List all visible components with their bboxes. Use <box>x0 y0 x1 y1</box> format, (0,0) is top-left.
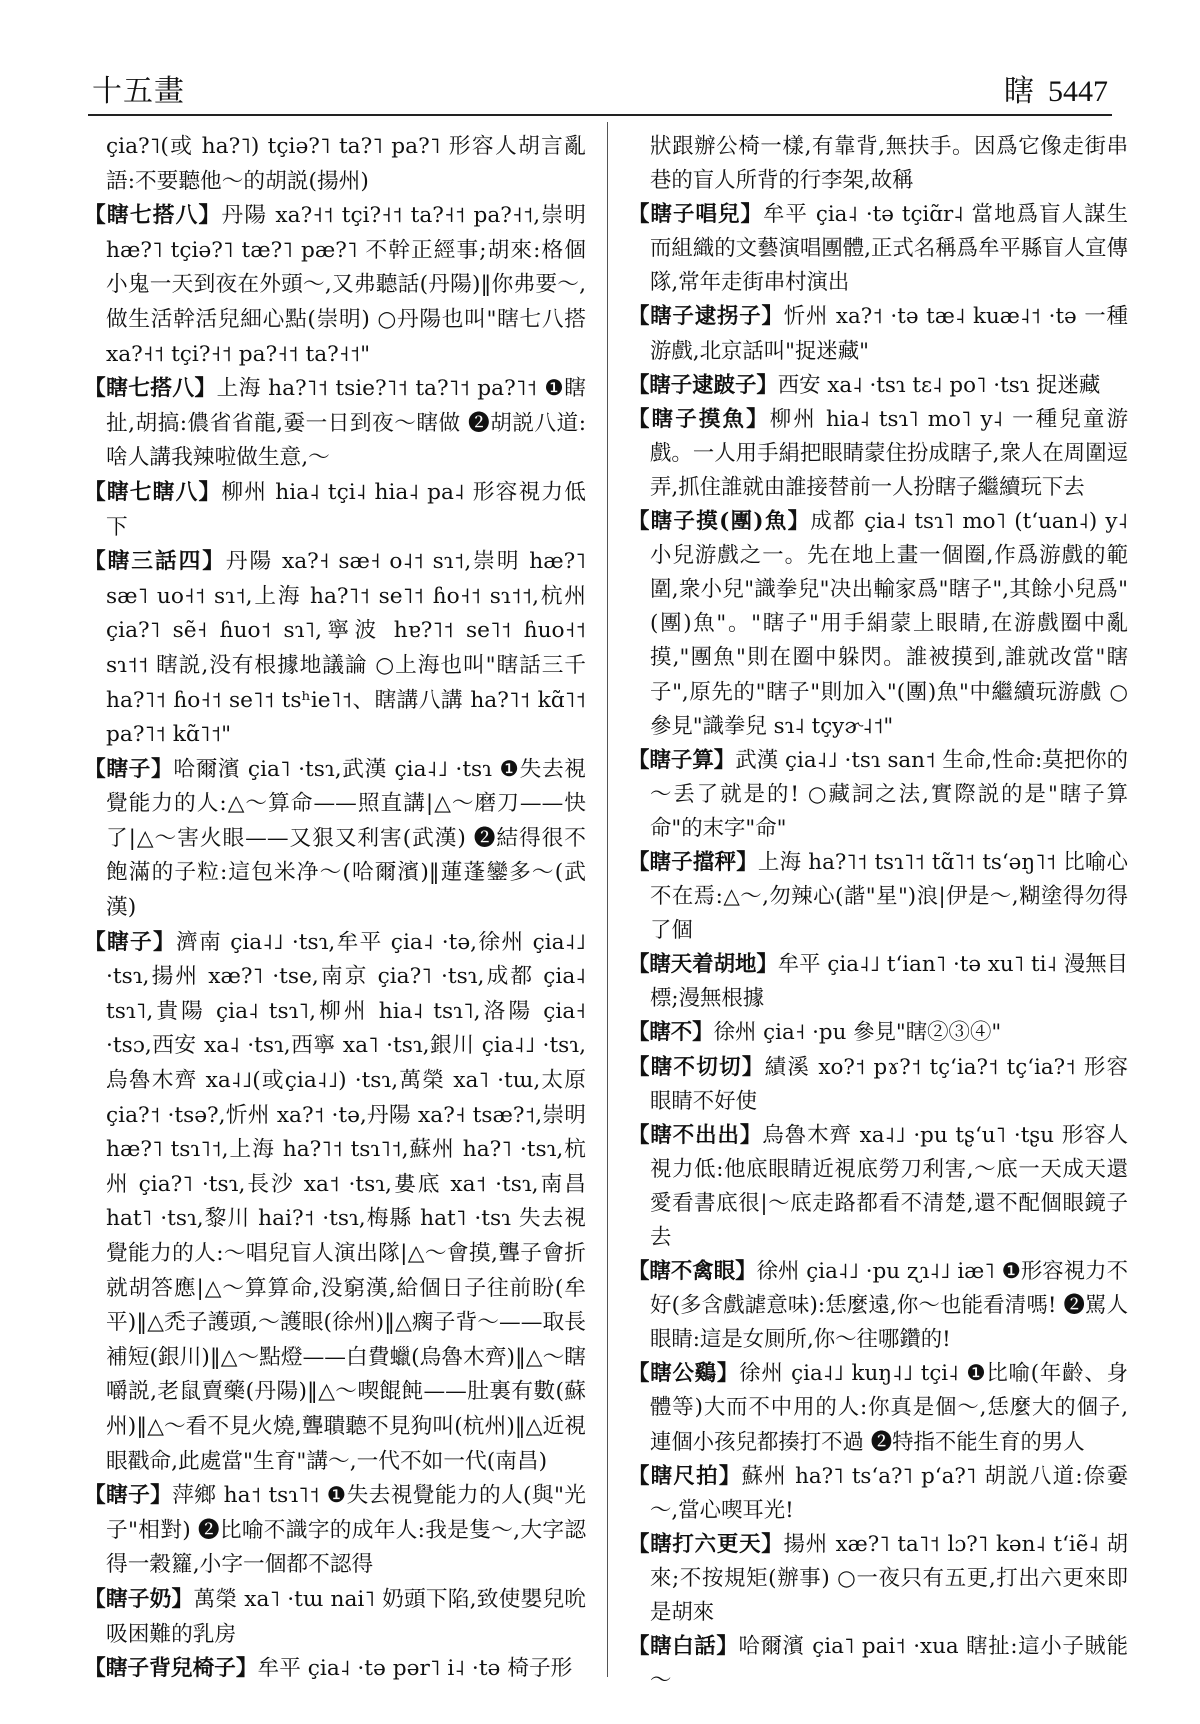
dictionary-entry: 【瞎子】濟南 çia˨˩ ·tsɿ,牟平 çia˨ ·tə,徐州 çia˨˩ ·tsɿ,揚州 xæ?˥ ·tse,南京 çia?˥ ·tsɿ,成都 çia˨ tsɿ˥,貴陽 çia˨ tsɿ˥,柳州 hia˨ tsɿ˥,洛陽 çia˧ ·tsɔ,西安 xa˨ ·tsɿ,西寧 xa˥ ·tsɿ,銀川 çia˨˩ ·tsɿ,烏魯木齊 xa˨˩(或çia˨˩) ·tsɿ,萬榮 xa˥ ·tɯ,太原 çia?˦ ·tsə?,忻州 xa?˦ ·tə,丹陽 xa?˧ tsæ?˦,崇明 hæ?˥ tsɿ˥˦,上海 ha?˥˦ tsɿ˥˦,蘇州 ha?˥ ·tsɿ,杭州 çia?˥ ·tsɿ,長沙 xa˦ ·tsɿ,婁底 xa˦ ·tsɿ,南昌 hat˥ ·tsɿ,黎川 hai?˦ ·tsɿ,梅縣 hat˥ ·tsɿ 失去視覺能力的人:～唱兒盲人演出隊|△～會摸,聾子會折就胡答應|△～算算命,没窮漢,給個日子往前盼(牟平)‖△禿子護頭,～護眼(徐州)‖△瘸子背～——取長補短(銀川)‖△～點燈——白費蠟(烏魯木齊)‖△～瞎嚼説,老鼠賣藥(丹陽)‖△～喫餛飩——肚裏有數(蘇州)‖△～看不見火燒,聾聵聽不見狗叫(杭州)‖△近視眼戳命,此處當"生育"講～,一代不如一代(南昌) <box>84 929 586 1474</box>
section-label: 十五畫 <box>92 74 185 109</box>
entry-headword: 【瞎七搭八】 <box>84 376 217 402</box>
dictionary-entry: 【瞎七搭八】上海 ha?˥˦ tsie?˥˦ ta?˥˦ pa?˥˦ ❶瞎扯,胡搞:儂省省龍,嫑一日到夜～瞎做 ❷胡説八道:啥人講我辣啦做生意,～ <box>84 376 586 471</box>
dictionary-entry: 【瞎子逮跛子】西安 xa˨ ·tsɿ tɛ˨ po˥ ·tsɿ 捉迷藏 <box>628 372 1101 398</box>
entry-headword: 【瞎不出出】 <box>628 1122 763 1148</box>
entry-headword: 【瞎子奶】 <box>84 1586 194 1612</box>
entry-headword: 【瞎子唱兒】 <box>628 202 763 228</box>
entry-headword: 【瞎七搭八】 <box>84 203 222 229</box>
entry-headword: 【瞎子背兒椅子】 <box>84 1656 258 1682</box>
dictionary-entry: 【瞎不出出】烏魯木齊 xa˨˩ ·pu tʂʻu˥ ·tʂu 形容人視力低:他底眼睛近視底勞刀利害,～底一天成天還愛看書底很|～底走路都看不清楚,還不配個眼鏡子去 <box>628 1122 1128 1250</box>
left-column <box>84 130 586 1687</box>
dictionary-entry: 狀跟辦公椅一樣,有靠背,無扶手。因爲它像走街串巷的盲人所背的行李架,故稱 <box>650 134 1128 194</box>
dictionary-entry: 【瞎子擋秤】上海 ha?˥˦ tsɿ˥˦ tɑ̃˥˦ tsʻəŋ˥˦ 比喻心不在焉:△～,勿辣心(諧"星")浪|伊是～,糊塗得勿得了個 <box>628 849 1128 944</box>
headword-char: 瞎 <box>1004 74 1034 109</box>
entry-headword: 【瞎打六更天】 <box>628 1531 784 1557</box>
entry-headword: 【瞎子算】 <box>628 747 736 773</box>
dictionary-entry: 【瞎子】哈爾濱 çia˥ ·tsɿ,武漢 çia˨˩ ·tsɿ ❶失去視覺能力的人:△～算命——照直講|△～磨刀——快了|△～害火眼——又狠又利害(武漢) ❷結得很不飽滿的子粒:這包米净～(哈爾濱)‖蓮蓬鑾多～(武漢) <box>84 756 586 921</box>
dictionary-entry: 【瞎不】徐州 çia˧ ·pu 參見"瞎②③④" <box>628 1020 1002 1046</box>
header-rule <box>88 114 1112 116</box>
entry-headword: 【瞎公鷄】 <box>628 1361 740 1387</box>
entry-headword: 【瞎子逮跛子】 <box>628 372 778 398</box>
entry-headword: 【瞎子】 <box>84 756 174 782</box>
dictionary-entry: 【瞎子背兒椅子】牟平 çia˨ ·tə pər˥ i˨ ·tə 椅子形 <box>84 1656 573 1682</box>
entry-headword: 【瞎三話四】 <box>84 549 226 575</box>
entry-headword: 【瞎子擋秤】 <box>628 849 758 875</box>
entry-headword: 【瞎子逮拐子】 <box>628 304 784 330</box>
entry-headword: 【瞎不切切】 <box>628 1054 765 1080</box>
dictionary-entry: 【瞎三話四】丹陽 xa?˧ sæ˧ o˨˦ sɿ˦,崇明 hæ?˥ sæ˥ uo˧˦ sɿ˦,上海 ha?˥˦ se˥˦ ɦo˧˦ sɿ˦˦,杭州 çia?˥ sẽ˧ ɦuo˦ sɿ˥,寧波 hɐ?˥˦ se˥˦ ɦuo˧˦ sɿ˦˦ 瞎説,没有根據地議論 ○上海也叫"瞎話三千 ha?˥˦ ɦo˧˦ se˥˦ tsʰie˥˦、瞎講八講 ha?˥˦ kɑ̃˥˦ pa?˥˦ kɑ̃˥˦" <box>84 549 586 748</box>
dictionary-entry: 【瞎七瞎八】柳州 hia˨ tçi˨ hia˨ pa˨ 形容視力低下 <box>84 479 586 540</box>
entry-headword: 【瞎尺拍】 <box>628 1463 742 1489</box>
entry-headword: 【瞎白話】 <box>628 1634 739 1660</box>
dictionary-entry: 【瞎子逮拐子】忻州 xa?˦ ·tə tæ˨ kuæ˨˦ ·tə 一種游戲,北京話叫"捉迷藏" <box>628 304 1128 364</box>
header-right <box>1004 66 1108 110</box>
right-column <box>628 130 1128 1698</box>
dictionary-entry: 【瞎子算】武漢 çia˨˩ ·tsɿ san˦ 生命,性命:莫把你的～丢了就是的! ○藏詞之法,實際説的是"瞎子算命"的末字"命" <box>628 747 1128 841</box>
entry-headword: 【瞎子摸(團)魚】 <box>628 509 811 535</box>
dictionary-entry: 【瞎打六更天】揚州 xæ?˥ ta˥˦ lɔ?˥ kən˨ tʻiẽ˨ 胡來;不按規矩(辦事) ○一夜只有五更,打出六更來即是胡來 <box>628 1531 1128 1626</box>
dictionary-entry: 【瞎子奶】萬榮 xa˥ ·tɯ nai˥ 奶頭下陷,致使嬰兒吮吸困難的乳房 <box>84 1586 586 1647</box>
dictionary-entry: 【瞎子摸(團)魚】成都 çia˨ tsɿ˥ mo˥ (tʻuan˨) y˨ 小兒游戲之一。先在地上畫一個圈,作爲游戲的範圍,衆小兒"識拳兒"决出輸家爲"瞎子",其餘小兒爲"(團)魚"。"瞎子"用手絹蒙上眼睛,在游戲圈中亂摸,"團魚"則在圈中躲閃。誰被摸到,誰就改當"瞎子",原先的"瞎子"則加入"(團)魚"中繼續玩游戲 ○參見"識拳兒 sɿ˨ tçyɚ˨˦" <box>628 509 1128 739</box>
dictionary-entry: 【瞎不切切】績溪 xo?˦ pɤ?˦ tçʻia?˦ tçʻia?˦ 形容眼睛不好使 <box>628 1054 1128 1114</box>
entry-headword: 【瞎子】 <box>84 929 177 955</box>
dictionary-entry: 【瞎子摸魚】柳州 hia˨ tsɿ˥ mo˥ y˨ 一種兒童游戲。一人用手絹把眼睛蒙住扮成瞎子,衆人在周圍逗弄,抓住誰就由誰接替前一人扮瞎子繼續玩下去 <box>628 406 1128 500</box>
entry-headword: 【瞎天着胡地】 <box>628 952 778 978</box>
dictionary-entry: çia?˥(或 ha?˥) tçiə?˥ ta?˥ pa?˥ 形容人胡言亂語:不要聽他～的胡説(揚州) <box>106 134 586 194</box>
running-header <box>92 70 1108 110</box>
dictionary-entry: 【瞎不禽眼】徐州 çia˨˩ ·pu ʐɿ˨˩ iæ˥ ❶形容視力不好(多含戲謔意味):恁麼遠,你～也能看清嗎! ❷駡人眼睛:這是女厠所,你～往哪鑽的! <box>628 1259 1128 1353</box>
entry-headword: 【瞎子】 <box>84 1483 173 1509</box>
page-number: 5447 <box>1048 75 1108 108</box>
column-divider <box>607 122 608 1677</box>
dictionary-entry: 【瞎子】萍鄉 ha˦ tsɿ˥˦ ❶失去視覺能力的人(與"光子"相對) ❷比喻不識字的成年人:我是隻～,大字認得一穀籮,小字一個都不認得 <box>84 1483 586 1578</box>
entry-headword: 【瞎不】 <box>628 1020 714 1046</box>
dictionary-entry: 【瞎七搭八】丹陽 xa?˧˦ tçi?˧˦ ta?˧˦ pa?˧˦,崇明 hæ?˥ tçiə?˥ tæ?˥ pæ?˥ 不幹正經事;胡來:格個小鬼一天到夜在外頭～,又弗聽話(丹陽)‖你弗要～,做生活幹活兒細心點(崇明) ○丹陽也叫"瞎七八搭 xa?˧˦ tçi?˧˦ pa?˧˦ ta?˧˦" <box>84 203 586 367</box>
dictionary-entry: 【瞎天着胡地】牟平 çia˨˩ tʻian˥ ·tə xu˥ ti˨ 漫無目標;漫無根據 <box>628 952 1128 1012</box>
dictionary-entry: 【瞎子唱兒】牟平 çia˨ ·tə tçiɑ̃r˨ 當地爲盲人謀生而組織的文藝演唱團體,正式名稱爲牟平縣盲人宣傳隊,常年走街串村演出 <box>628 202 1128 296</box>
entry-headword: 【瞎不禽眼】 <box>628 1259 757 1285</box>
dictionary-entry: 【瞎尺拍】蘇州 ha?˥ tsʻa?˥ pʻa?˥ 胡説八道:倷嫑～,當心喫耳光! <box>628 1463 1128 1523</box>
dictionary-entry: 【瞎公鷄】徐州 çia˨˩ kuŋ˨˩ tçi˨ ❶比喻(年齡、身體等)大而不中用的人:你真是個～,恁麼大的個子,連個小孩兒都揍打不過 ❷特指不能生育的男人 <box>628 1361 1128 1455</box>
dictionary-entry: 【瞎白話】哈爾濱 çia˥ pai˦ ·xua 瞎扯:這小子賊能～ <box>628 1634 1128 1694</box>
entry-headword: 【瞎子摸魚】 <box>628 406 770 432</box>
entry-headword: 【瞎七瞎八】 <box>84 479 222 505</box>
